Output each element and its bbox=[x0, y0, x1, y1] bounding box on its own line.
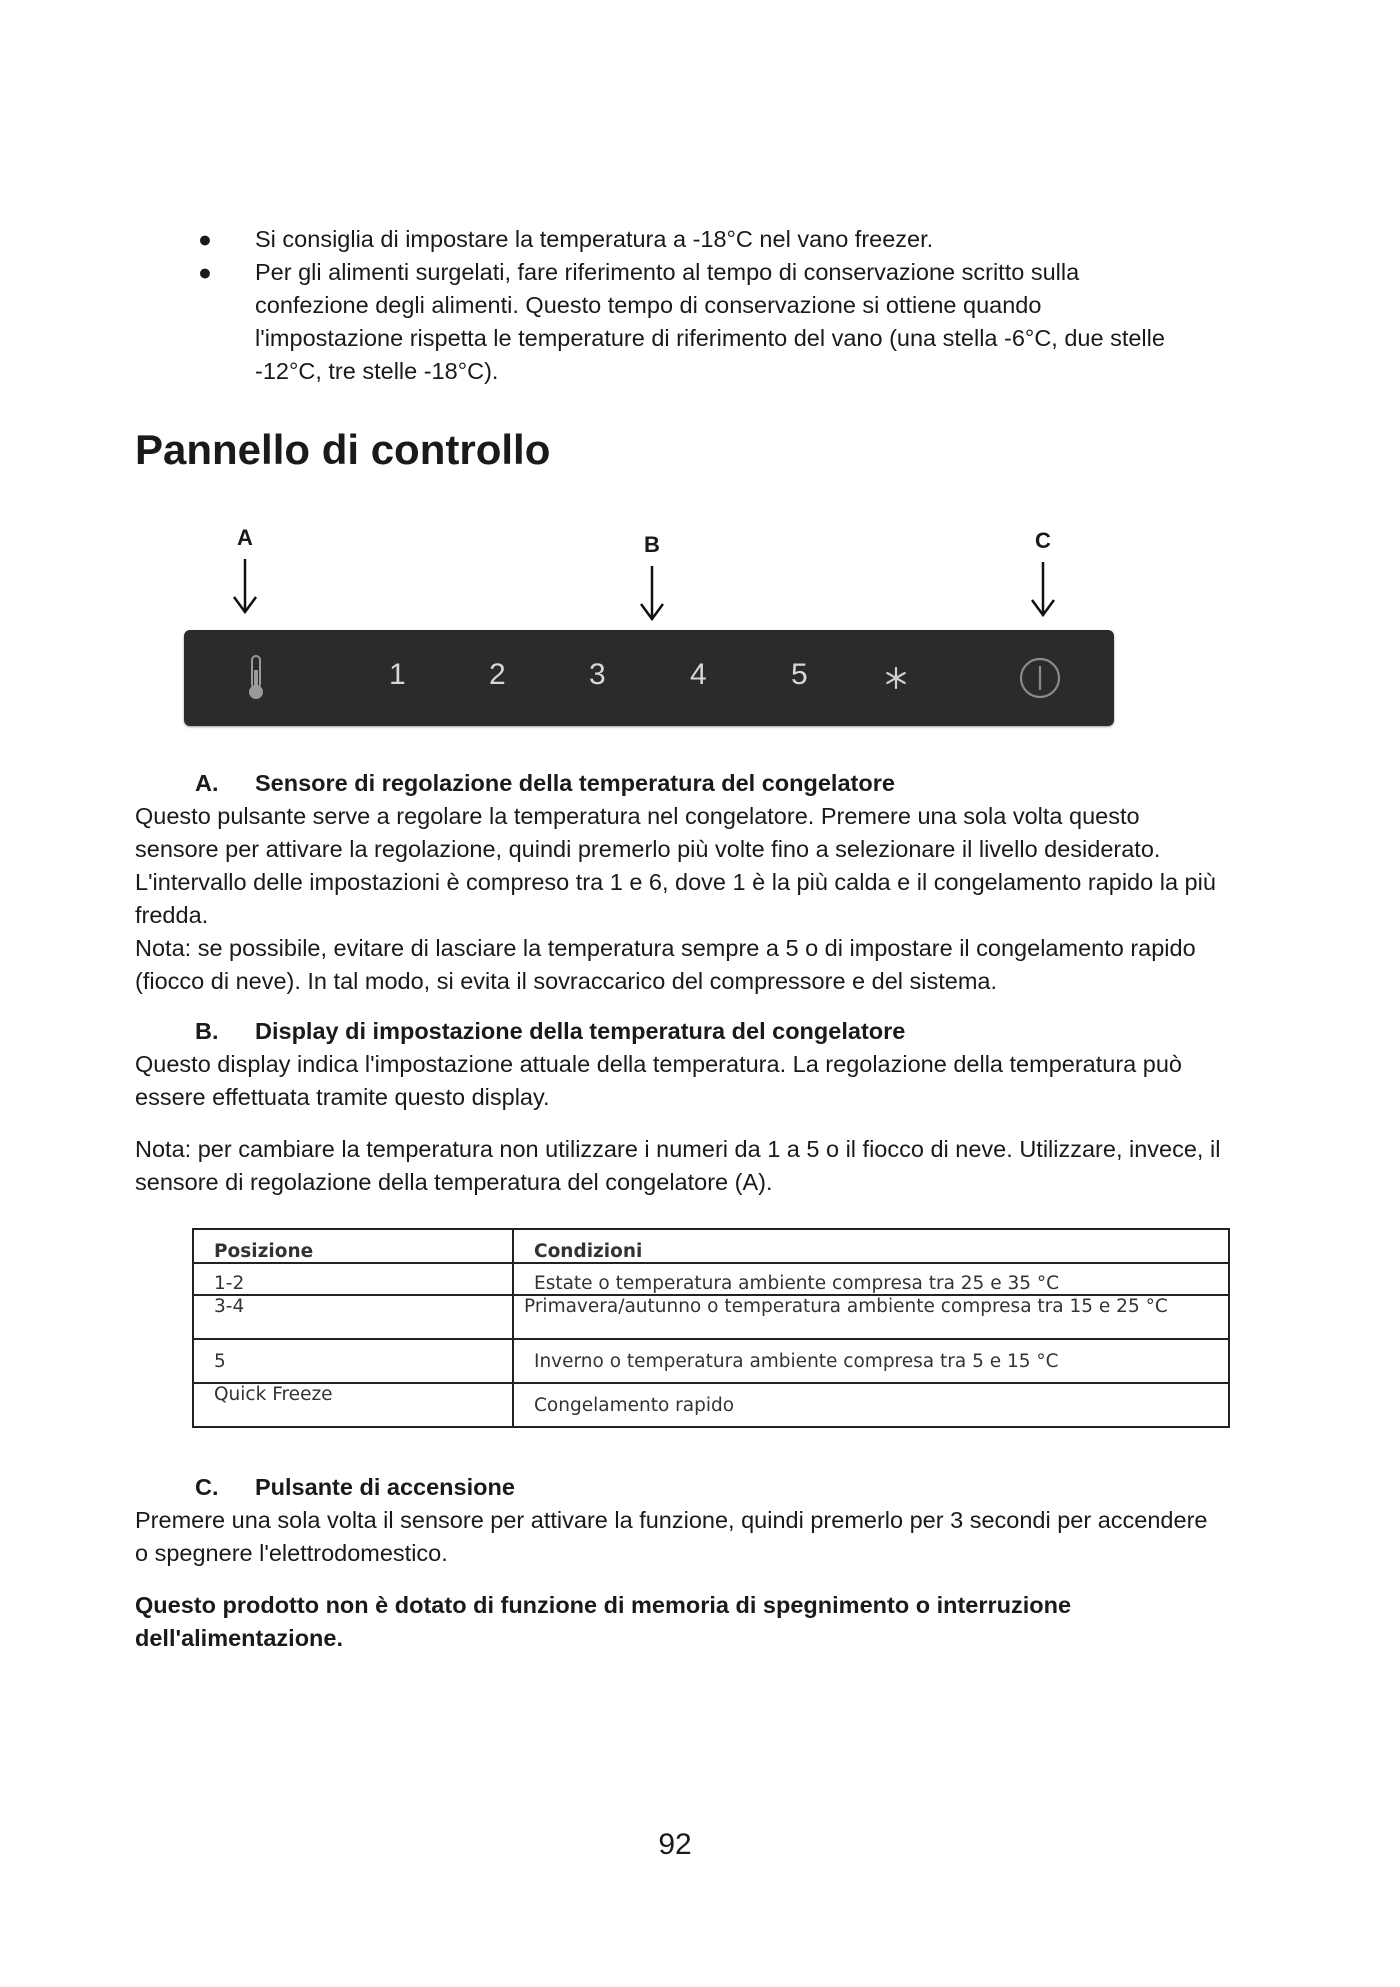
table-row bbox=[193, 1339, 1229, 1383]
bullet-list bbox=[190, 223, 1190, 388]
level-4: 4 bbox=[690, 658, 707, 691]
bullet-text: Per gli alimenti surgelati, fare riferimento al tempo di conservazione scritto sulla confezione degli alimenti. Questo tempo di conservazione si ottiene quando l'impostazione rispetta le temperature di riferimento del vano (una stella -6°C, due stelle -12°C, tre stelle -18°C). bbox=[255, 259, 1165, 384]
level-5: 5 bbox=[791, 658, 808, 691]
marker-c bbox=[1023, 528, 1063, 618]
page-number: 92 bbox=[658, 1828, 692, 1861]
table-cell: 3-4 bbox=[193, 1295, 513, 1339]
bullet-icon: ● bbox=[198, 259, 212, 285]
marker-label: B bbox=[644, 532, 660, 557]
level-1: 1 bbox=[389, 658, 406, 691]
marker-a bbox=[225, 525, 265, 615]
warning-text: Questo prodotto non è dotato di funzione di memoria di spegnimento o interruzione dell'alimentazione. bbox=[135, 1592, 1072, 1651]
section-title: Display di impostazione della temperatura del congelatore bbox=[255, 1018, 906, 1044]
section-a-note: Nota: se possibile, evitare di lasciare la temperatura sempre a 5 o di impostare il congelamento rapido (fiocco di neve). In tal modo, si evita il sovraccarico del compressore e del sistema. bbox=[135, 935, 1196, 994]
table-row bbox=[193, 1295, 1229, 1339]
table-cell: Inverno o temperatura ambiente compresa tra 5 e 15 °C bbox=[513, 1339, 1229, 1383]
bullet-icon: ● bbox=[198, 226, 212, 252]
section-b-note: Nota: per cambiare la temperatura non utilizzare i numeri da 1 a 5 o il fiocco di neve. Utilizzare, invece, il sensore di regolazione della temperatura del congelatore (A). bbox=[135, 1136, 1221, 1195]
arrow-down-icon bbox=[230, 557, 260, 615]
section-b-body: Questo display indica l'impostazione attuale della temperatura. La regolazione della temperatura può essere effettuata tramite questo display. bbox=[135, 1051, 1182, 1110]
settings-table bbox=[192, 1228, 1230, 1428]
section-heading: Pannello di controllo bbox=[135, 426, 551, 473]
table-cell: 5 bbox=[193, 1339, 513, 1383]
table-header-cell: Condizioni bbox=[513, 1229, 1229, 1263]
table-cell: Estate o temperatura ambiente compresa tra 25 e 35 °C bbox=[513, 1263, 1229, 1295]
power-icon[interactable] bbox=[1018, 656, 1062, 700]
section-letter: A. bbox=[195, 770, 219, 796]
level-2: 2 bbox=[489, 658, 506, 691]
thermometer-icon[interactable] bbox=[244, 654, 268, 702]
section-letter: C. bbox=[195, 1474, 219, 1500]
marker-b bbox=[632, 532, 672, 622]
level-3: 3 bbox=[589, 658, 606, 691]
section-b-heading bbox=[195, 1015, 905, 1048]
list-item bbox=[190, 223, 1190, 256]
section-a-body: Questo pulsante serve a regolare la temperatura nel congelatore. Premere una sola volta questo sensore per attivare la regolazione, quindi premerlo più volte fino a selezionare il livello desiderato. L'intervallo delle impostazioni è compreso tra 1 e 6, dove 1 è la più calda e il congelamento rapido la più fredda. bbox=[135, 803, 1216, 928]
table-row bbox=[193, 1263, 1229, 1295]
table-row bbox=[193, 1383, 1229, 1427]
table-cell: Quick Freeze bbox=[193, 1383, 513, 1427]
section-title: Sensore di regolazione della temperatura del congelatore bbox=[255, 770, 895, 796]
arrow-down-icon bbox=[637, 564, 667, 622]
section-a-heading bbox=[195, 767, 895, 800]
control-panel bbox=[184, 630, 1114, 726]
table-cell: Congelamento rapido bbox=[513, 1383, 1229, 1427]
table-cell: 1-2 bbox=[193, 1263, 513, 1295]
section-c-body: Premere una sola volta il sensore per attivare la funzione, quindi premerlo per 3 secondi per accendere o spegnere l'elettrodomestico. bbox=[135, 1507, 1208, 1566]
arrow-down-icon bbox=[1028, 560, 1058, 618]
marker-label: A bbox=[237, 525, 253, 550]
section-letter: B. bbox=[195, 1018, 219, 1044]
list-item bbox=[190, 256, 1190, 388]
control-panel-diagram bbox=[180, 525, 1120, 740]
bullet-text: Si consiglia di impostare la temperatura a -18°C nel vano freezer. bbox=[255, 226, 934, 252]
table-header-row bbox=[193, 1229, 1229, 1263]
table-header-cell: Posizione bbox=[193, 1229, 513, 1263]
marker-label: C bbox=[1035, 528, 1051, 553]
snowflake-icon bbox=[884, 666, 908, 690]
table-cell: Primavera/autunno o temperatura ambiente compresa tra 15 e 25 °C bbox=[513, 1295, 1229, 1339]
section-c-heading bbox=[195, 1471, 515, 1504]
section-title: Pulsante di accensione bbox=[255, 1474, 515, 1500]
